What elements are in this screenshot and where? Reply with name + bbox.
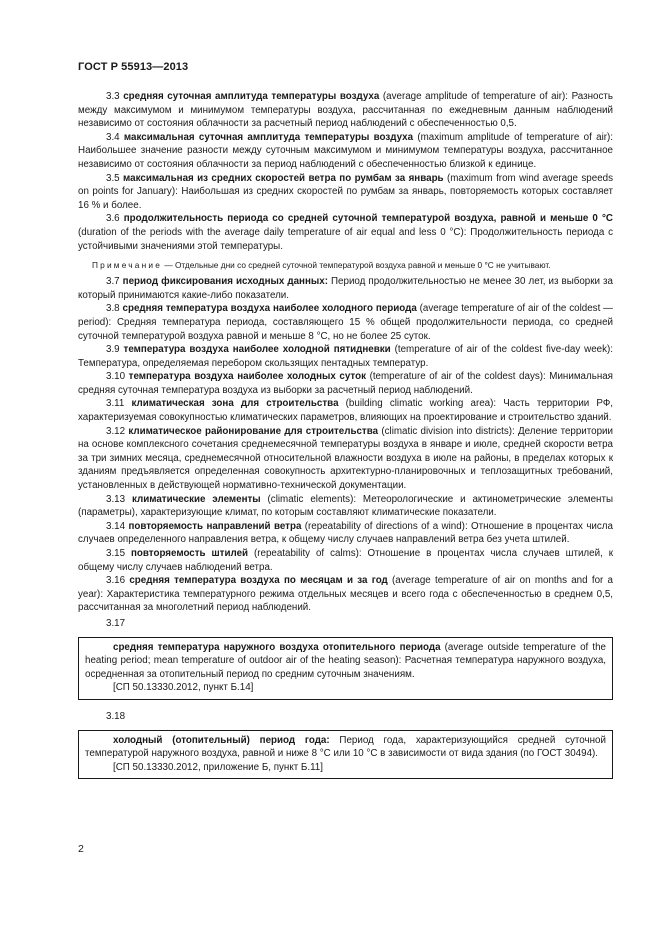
clause-3-14: 3.14 повторяемость направлений ветра (repeatability of directions of a wind): Отношение в процентах числа случаев определенного направления ветра, к общему числу случаев направлений ветра без учета штилей. (78, 520, 613, 546)
clause-3-3: 3.3 средняя суточная амплитуда температуры воздуха (average amplitude of temperature of air): Разность между максимумом и минимумом температуры воздуха, рассчитанная по ежедневным данным наблюдений независимо от состояния облачности за расчетный период наблюдений с обеспеченностью 0,5. (78, 91, 613, 130)
page-number: 2 (78, 843, 84, 855)
standard-header: ГОСТ Р 55913—2013 (78, 61, 189, 73)
clause-3-7: 3.7 период фиксирования исходных данных: Период продолжительностью не менее 30 лет, из выборки за который принимаются какие-либо показатели. (78, 276, 613, 301)
clause-3-9: 3.9 температура воздуха наиболее холодной пятидневки (temperature of air of the coldest five-day week): Температура, определяемая перебором скользящих пентадных температур. (78, 344, 614, 369)
clause-3-15: 3.15 повторяемость штилей (repeatability of calms): Отношение в процентах числа случаев штилей, к общему числу случаев наблюдений ветра. (78, 548, 613, 573)
clause-3-10: 3.10 температура воздуха наиболее холодных суток (temperature of air of the coldest days): Минимальная средняя суточная температура воздуха из выборки за расчетный период наблюдений. (78, 371, 613, 396)
clause-3-17-box (78, 637, 613, 700)
clause-3-18-number: 3.18 (106, 710, 126, 722)
clause-3-17-source: [СП 50.13330.2012, пункт Б.14] (113, 682, 254, 694)
clause-3-18-source: [СП 50.13330.2012, приложение Б, пункт Б.11] (113, 761, 323, 773)
clause-3-11: 3.11 климатическая зона для строительства (building climatic working area): Часть территории РФ, характеризуемая совокупностью климатических параметров, влияющих на проектирование и строительство зданий. (78, 398, 613, 424)
clause-3-4: 3.4 максимальная суточная амплитуда температуры воздуха (maximum amplitude of temperature of air): Наибольшее значение разности между суточным максимумом и минимумом температуры воздуха, рассчитанное независимо от состояния облачности за период наблюдений с обеспеченностью близкой к единице. (78, 131, 613, 170)
clause-3-16: 3.16 средняя температура воздуха по месяцам и за год (average temperature of air on months and for a year): Характеристика температурного режима отдельных месяцев и всего года с обеспеченностью в среднем 0,5, рассчитанная за многолетний период наблюдений. (78, 575, 613, 614)
clause-3-17-number: 3.17 (106, 617, 126, 629)
clause-3-17-text: средняя температура наружного воздуха отопительного периода (average outside temperature of the heating period; mean temperature of outdoor air of the heating season): Расчетная температура наружного воздуха, осредненная за отопительный период по средним суточным значениям. (85, 641, 606, 680)
clause-3-5: 3.5 максимальная из средних скоростей ветра по румбам за январь (maximum from wind average speeds on points for January): Наибольшая из средних скоростей по румбам за январь, повторяемость которых составляет 16 % и более. (78, 172, 613, 211)
note (78, 259, 613, 271)
clause-3-6: 3.6 продолжительность периода со средней суточной температурой воздуха, равной и меньше 0 °С (duration of the periods with the average daily temperature of air equal and less 0 °C): Продолжительность периода с устойчивыми значениями этой температуры. (78, 213, 613, 252)
clause-3-18-text: холодный (отопительный) период года: Период года, характеризующийся средней суточной температурой наружного воздуха, равной и ниже 8 °С или 10 °С в зависимости от вида здания (по ГОСТ 30494). (85, 734, 606, 760)
note-text: — Отдельные дни со средней суточной температурой воздуха равной и меньше 0 °С не учитывают. (162, 260, 551, 271)
clause-3-13: 3.13 климатические элементы (climatic elements): Метеорологические и актинометрические элементы (параметры), характеризующие климат, по которым составляют климатические показатели. (78, 493, 613, 519)
clause-3-8: 3.8 средняя температура воздуха наиболее холодного периода (average temperature of air of the coldest — period): Средняя температура периода, составляющего 15 % общей продолжительности периода, со средней суточной температурой воздуха равной и меньше 8 °С, но не более 25 суток. (78, 303, 613, 342)
clause-3-18-box (78, 730, 613, 780)
document-body (78, 90, 613, 789)
note-label: Примечание (92, 260, 163, 271)
clause-3-12: 3.12 климатическое районирование для строительства (climatic division into districts): Деление территории на основе комплексного сочетания среднемесячной температуры воздуха в январе и июле, средней скорости ветра за три зимних месяца, среднемесячной относительной влажности воздуха в июле на районы, в пределах которых к зданиям предъявляется определенная совокупность архитектурно-планировочных и теплозащитных требований, установленных в действующей нормативно-технической документации. (78, 425, 613, 492)
